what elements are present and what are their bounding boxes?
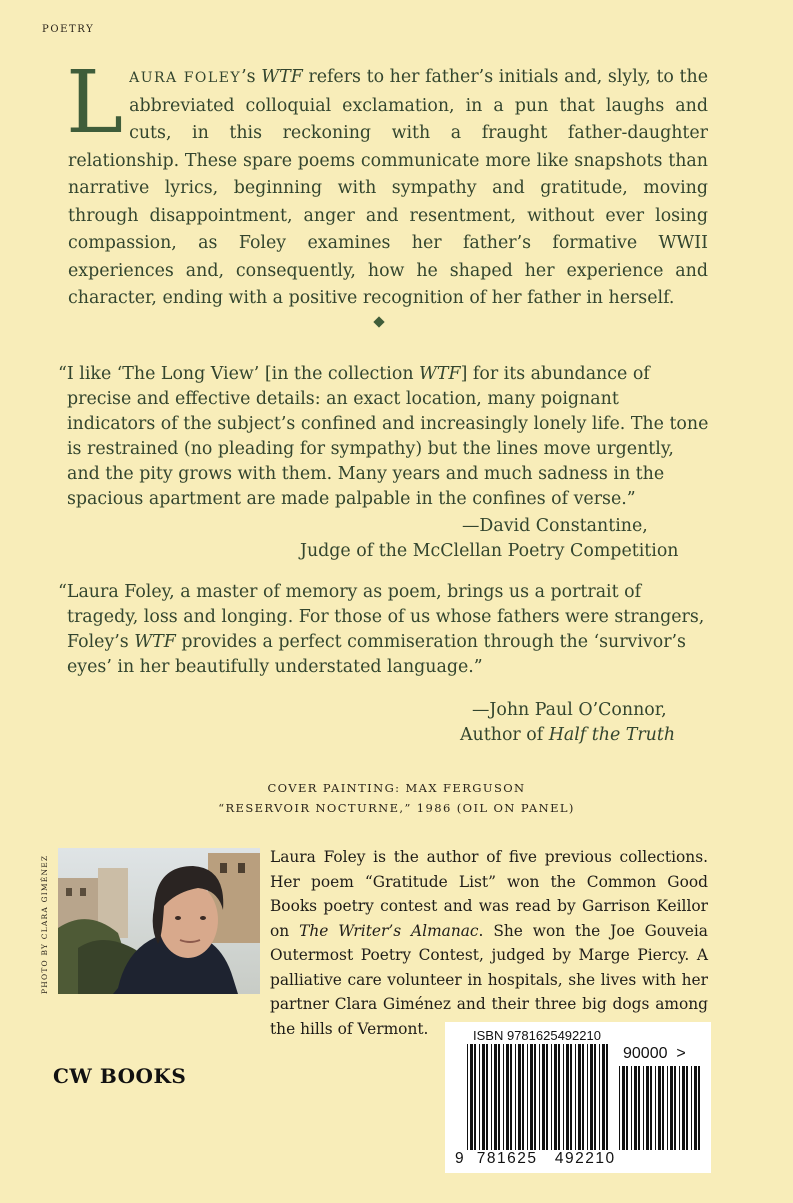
ornament-diamond-icon bbox=[373, 316, 384, 327]
barcode-bar bbox=[486, 1044, 488, 1150]
barcode-bar bbox=[558, 1044, 560, 1150]
cover-credit-line1: COVER PAINTING: MAX FERGUSON bbox=[267, 781, 526, 795]
intro-paragraph bbox=[66, 53, 708, 313]
barcode-bar bbox=[570, 1044, 572, 1150]
price-code: 90000 > bbox=[623, 1045, 686, 1062]
barcode-bar bbox=[619, 1066, 620, 1150]
isbn-label: ISBN 9781625492210 bbox=[473, 1028, 601, 1043]
barcode-bar bbox=[470, 1044, 473, 1150]
barcode-bar bbox=[691, 1066, 692, 1150]
cover-credit-line2: “RESERVOIR NOCTURNE,” 1986 (OIL ON PANEL) bbox=[218, 801, 575, 815]
barcode-bar bbox=[566, 1044, 569, 1150]
barcode-bar bbox=[551, 1044, 552, 1150]
drop-cap: L bbox=[66, 53, 124, 153]
barcode-bar bbox=[694, 1066, 697, 1150]
barcode-bar bbox=[682, 1066, 685, 1150]
barcode-bar bbox=[518, 1044, 521, 1150]
publication-title: The Writer’s Almanac bbox=[299, 921, 479, 940]
barcode-bar bbox=[634, 1066, 637, 1150]
attribution-role: Judge of the McClellan Poetry Competition bbox=[300, 541, 679, 561]
barcode-bar bbox=[655, 1066, 656, 1150]
barcode-bar bbox=[494, 1044, 497, 1150]
barcode-bar bbox=[527, 1044, 528, 1150]
barcode-bar bbox=[539, 1044, 540, 1150]
barcode-bar bbox=[503, 1044, 504, 1150]
barcode-bar bbox=[587, 1044, 588, 1150]
barcode-bar bbox=[622, 1066, 625, 1150]
possessive: ’s bbox=[241, 67, 262, 87]
intro-text: refers to her father’s initials and, slyly, to the abbreviated colloquial exclamation, in a pun that laughs and cuts, in this reckoning with a fraught father-daughter relationship. These spare poems communicate more like snapshots than narrative lyrics, beginning with sympathy and gratitude, moving through disappointment, anger and resentment, without ever losing compassion, as Foley examines her father’s formative WWII experiences and, consequently, how he shaped her experience and character, ending with a positive recognition of her father in herself. bbox=[68, 67, 708, 308]
author-photo bbox=[58, 848, 260, 994]
barcode-bar bbox=[686, 1066, 688, 1150]
author-photo-image bbox=[58, 848, 260, 994]
barcode-bar bbox=[638, 1066, 640, 1150]
blurb-constantine bbox=[58, 362, 710, 564]
barcode-bar bbox=[530, 1044, 533, 1150]
barcode-bar bbox=[563, 1044, 564, 1150]
barcode-bar bbox=[602, 1044, 605, 1150]
barcode-bar bbox=[674, 1066, 676, 1150]
barcode-bar bbox=[582, 1044, 584, 1150]
barcode-bar bbox=[658, 1066, 661, 1150]
barcode-bar bbox=[575, 1044, 576, 1150]
barcode-bar bbox=[679, 1066, 680, 1150]
barcode-bar bbox=[594, 1044, 596, 1150]
barcode-bar bbox=[662, 1066, 664, 1150]
photo-credit-text: PHOTO BY CLARA GIMÉNEZ bbox=[40, 854, 49, 994]
barcode-bar bbox=[667, 1066, 668, 1150]
barcode-bar bbox=[534, 1044, 536, 1150]
genre-label: POETRY bbox=[42, 24, 95, 35]
barcode-bar bbox=[698, 1066, 700, 1150]
barcode-bar bbox=[590, 1044, 593, 1150]
attribution-role: Author of Half the Truth bbox=[460, 725, 676, 745]
barcode-bar bbox=[599, 1044, 600, 1150]
barcode-bar bbox=[578, 1044, 581, 1150]
cover-credit bbox=[0, 778, 793, 818]
barcode-bar bbox=[474, 1044, 476, 1150]
barcode-bar bbox=[626, 1066, 628, 1150]
author-name: AURA FOLEY bbox=[129, 70, 242, 86]
barcode-bar bbox=[646, 1066, 649, 1150]
barcode-bar bbox=[554, 1044, 557, 1150]
barcode-bar bbox=[506, 1044, 509, 1150]
book-title: WTF bbox=[261, 67, 303, 87]
blurb-text: “Laura Foley, a master of memory as poem, brings us a portrait of tragedy, loss and longing. For those of us whose fathers were strangers, Foley’s WTF provides a perfect commiseration through the ‘survivor’s eyes’ in her beautifully understated language.” bbox=[58, 582, 705, 677]
barcode-bar bbox=[479, 1044, 480, 1150]
barcode-bar bbox=[522, 1044, 524, 1150]
barcode-digits: 9 781625 492210 bbox=[455, 1150, 616, 1167]
attribution-name: —John Paul O’Connor, bbox=[472, 700, 667, 720]
barcode-bar bbox=[643, 1066, 644, 1150]
barcode-bar bbox=[546, 1044, 548, 1150]
blurb-text: “I like ‘The Long View’ [in the collection WTF] for its abundance of precise and effective details: an exact location, many poignant indicators of the subject’s confined and increasingly lonely life. The tone is restrained (no pleading for sympathy) but the lines move urgently, and the pity grows with them. Many years and much sadness in the spacious apartment are made palpable in the confines of verse.” bbox=[58, 364, 709, 509]
barcode-bar bbox=[631, 1066, 632, 1150]
attribution-name: —David Constantine, bbox=[462, 516, 648, 536]
barcode-bar bbox=[510, 1044, 512, 1150]
blurb-oconnor bbox=[58, 580, 710, 748]
barcode-bar bbox=[606, 1044, 608, 1150]
photo-credit bbox=[38, 850, 50, 994]
barcode-bar bbox=[491, 1044, 492, 1150]
blurb-attribution bbox=[300, 514, 710, 564]
barcode-bar bbox=[542, 1044, 545, 1150]
barcode-bar bbox=[670, 1066, 673, 1150]
barcode-bar bbox=[498, 1044, 500, 1150]
barcode-bar bbox=[482, 1044, 485, 1150]
blurb-attribution bbox=[460, 698, 710, 748]
author-bio: Laura Foley is the author of five previous collections. Her poem “Gratitude List” won the Common Good Books poetry contest and was read by Garrison Keillor on The Writer’s Almanac. She won the Joe Gouveia Outermost Poetry Contest, judged by Marge Piercy. A palliative care volunteer in hospitals, she lives with her partner Clara Giménez and their three big dogs among the hills of Vermont. bbox=[270, 848, 708, 1038]
barcode-bar bbox=[650, 1066, 652, 1150]
barcode-bar bbox=[467, 1044, 468, 1150]
barcode-bar bbox=[515, 1044, 516, 1150]
publisher-name: CW BOOKS bbox=[53, 1064, 187, 1088]
